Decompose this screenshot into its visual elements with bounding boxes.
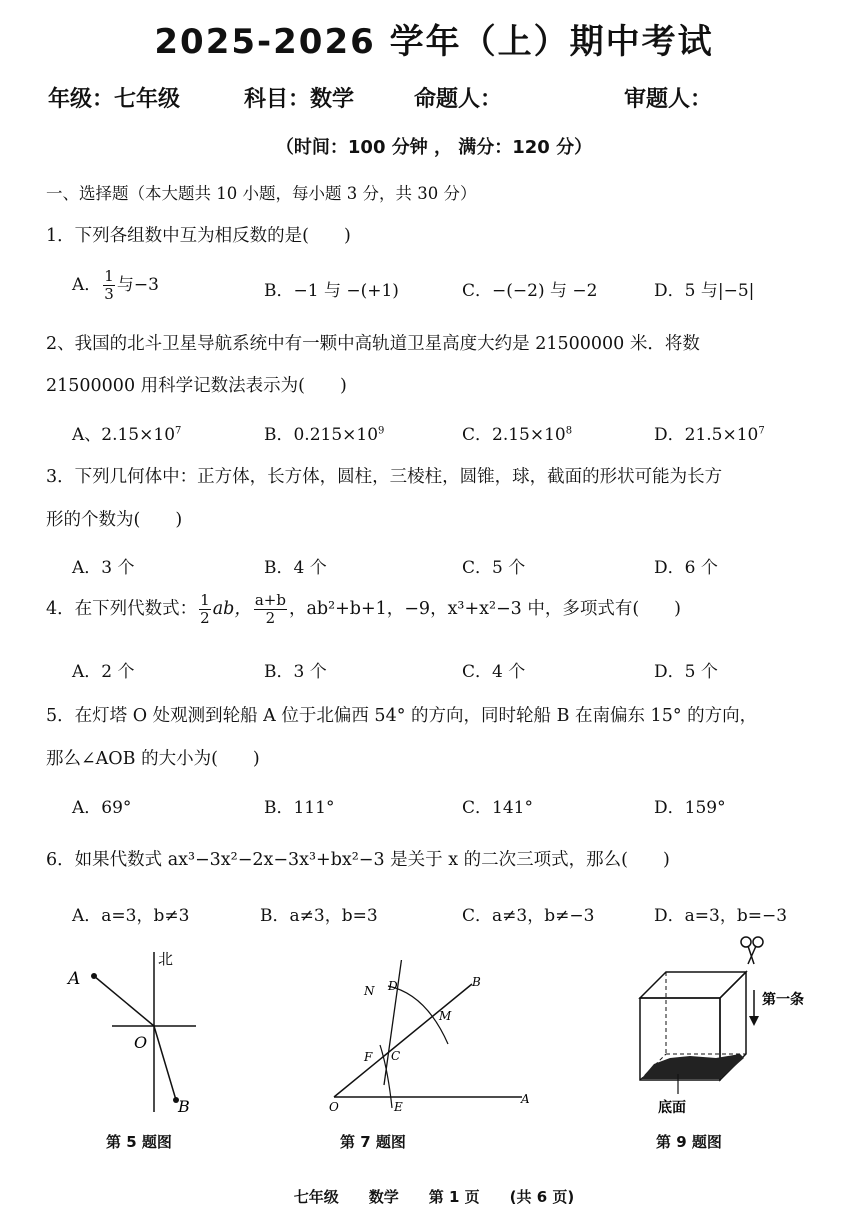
subject-label: 科目：数学: [244, 87, 355, 112]
q4-stem: [46, 592, 681, 627]
figure-5-caption: 第 5 题图: [106, 1133, 172, 1151]
q5-option-d: D．159°: [654, 798, 726, 818]
q4-stem-prefix: 4．在下列代数式：: [46, 599, 198, 619]
q5-option-a: A．69°: [72, 798, 132, 818]
q2-a-base: A、2.15×10: [72, 425, 176, 445]
q4-option-d: D．5 个: [654, 662, 718, 682]
q4-fraction-2: [254, 592, 287, 627]
fig5-ray-oa: [94, 976, 154, 1026]
fig7-label-m: M: [439, 1009, 452, 1023]
q4-f2-denominator: 2: [265, 609, 276, 627]
q4-option-c: C．4 个: [462, 662, 526, 682]
q4-stem-rest: ，ab²+b+1，−9，x³+x²−3 中，多项式有( ): [288, 599, 682, 619]
q4-f1-tail: ab，: [212, 599, 252, 619]
q2-stem-line1: 2、我国的北斗卫星导航系统中有一颗中高轨道卫星高度大约是 21500000 米．将数: [46, 334, 700, 354]
q2-option-c: [462, 420, 572, 445]
q6-option-a: A．a=3，b≠3: [72, 906, 190, 926]
q6-option-b: B．a≠3，b=3: [260, 906, 378, 926]
q1-stem: 1．下列各组数中互为相反数的是( ): [46, 226, 351, 246]
q5-stem-line2: 那么∠AOB 的大小为( ): [46, 749, 260, 769]
fig5-ray-ob: [154, 1026, 176, 1100]
q2-option-b: [264, 420, 384, 445]
fig7-label-d: D: [388, 979, 398, 993]
fig7-label-n: N: [364, 984, 375, 998]
q4-f2-numerator: a+b: [254, 591, 286, 609]
q4-fraction-1: [199, 592, 211, 627]
q3-option-c: C．5 个: [462, 558, 526, 578]
figure-9-diagram: [620, 932, 830, 1122]
figure-7-diagram: [322, 960, 542, 1120]
q2-b-base: B．0.215×10: [264, 425, 379, 445]
q2-d-exponent: 7: [758, 425, 765, 437]
q2-option-a: [72, 420, 181, 445]
q3-stem-line1: 3．下列几何体中：正方体，长方体，圆柱，三棱柱，圆锥，球，截面的形状可能为长方: [46, 467, 723, 487]
q5-option-b: B．111°: [264, 798, 335, 818]
exam-title: 2025-2026 学年（上）期中考试: [154, 22, 714, 62]
q1-option-a: [72, 268, 159, 303]
q5-option-c: C．141°: [462, 798, 533, 818]
fig7-label-a: A: [521, 1092, 530, 1106]
fig7-label-e: E: [394, 1100, 403, 1114]
section-heading: 一、选择题（本大题共 10 小题，每小题 3 分，共 30 分）: [46, 184, 477, 203]
fig9-top-face: [640, 972, 746, 998]
q5-stem-line1: 5．在灯塔 O 处观测到轮船 A 位于北偏西 54° 的方向，同时轮船 B 在南偏东 15° 的方向，: [46, 706, 758, 726]
q2-c-base: C．2.15×10: [462, 425, 566, 445]
q2-option-d: [654, 420, 765, 445]
q1-a-suffix: 与−3: [116, 275, 159, 295]
fig7-label-c: C: [391, 1049, 401, 1063]
fig5-label-b: B: [178, 1097, 190, 1116]
reviewer-label: 审题人：: [624, 87, 713, 112]
q2-stem-line2: 21500000 用科学记数法表示为( ): [46, 376, 347, 396]
fig5-label-o: O: [134, 1033, 148, 1052]
q3-option-b: B．4 个: [264, 558, 327, 578]
figure-7-caption: 第 7 题图: [340, 1133, 406, 1151]
q4-f1-denominator: 2: [200, 609, 210, 627]
fig7-label-b: B: [472, 975, 481, 989]
q1-a-prefix: A．: [72, 275, 102, 295]
q1-a-fraction: [103, 268, 115, 303]
q3-option-d: D．6 个: [654, 558, 718, 578]
time-score-info: （时间：100 分钟 ， 满分：120 分）: [275, 137, 593, 158]
fig5-north-label: 北: [158, 950, 174, 968]
q3-option-a: A．3 个: [72, 558, 135, 578]
scissors-icon: [741, 937, 763, 964]
figure-5-diagram: [60, 942, 220, 1122]
q4-option-a: A．2 个: [72, 662, 135, 682]
q1-a-denominator: 3: [104, 285, 114, 303]
q6-option-d: D．a=3，b=−3: [654, 906, 788, 926]
fig7-label-f: F: [364, 1050, 373, 1064]
figure-9-caption: 第 9 题图: [656, 1133, 722, 1151]
q1-a-numerator: 1: [104, 267, 114, 285]
q6-stem: 6．如果代数式 ax³−3x²−2x−3x³+bx²−3 是关于 x 的二次三项式，那么( ): [46, 850, 670, 870]
fig5-point-a: [91, 973, 97, 979]
q2-b-exponent: 9: [378, 425, 385, 437]
q1-option-d: D．5 与|−5|: [654, 281, 755, 301]
fig7-label-o: O: [329, 1100, 339, 1114]
q2-a-exponent: 7: [175, 425, 182, 437]
q2-d-base: D．21.5×10: [654, 425, 759, 445]
q4-option-b: B．3 个: [264, 662, 327, 682]
q6-option-c: C．a≠3，b≠−3: [462, 906, 595, 926]
page-footer: 七年级 数学 第 1 页 (共 6 页): [293, 1188, 575, 1206]
grade-label: 年级：七年级: [48, 87, 181, 112]
q2-c-exponent: 8: [565, 425, 573, 437]
q1-option-b: B．−1 与 −(+1): [264, 281, 399, 301]
q3-stem-line2: 形的个数为( ): [46, 510, 183, 530]
q1-option-c: C．−(−2) 与 −2: [462, 281, 598, 301]
fig9-base-label: 底面: [658, 1100, 686, 1116]
down-arrow-icon: [749, 990, 759, 1026]
fig7-ray-ob: [334, 984, 472, 1097]
author-label: 命题人：: [414, 87, 503, 112]
q4-f1-numerator: 1: [200, 591, 210, 609]
fig9-dark-base-fill: [642, 1054, 744, 1079]
fig9-cut-label: 第一条: [762, 992, 804, 1008]
fig5-label-a: A: [68, 969, 81, 989]
